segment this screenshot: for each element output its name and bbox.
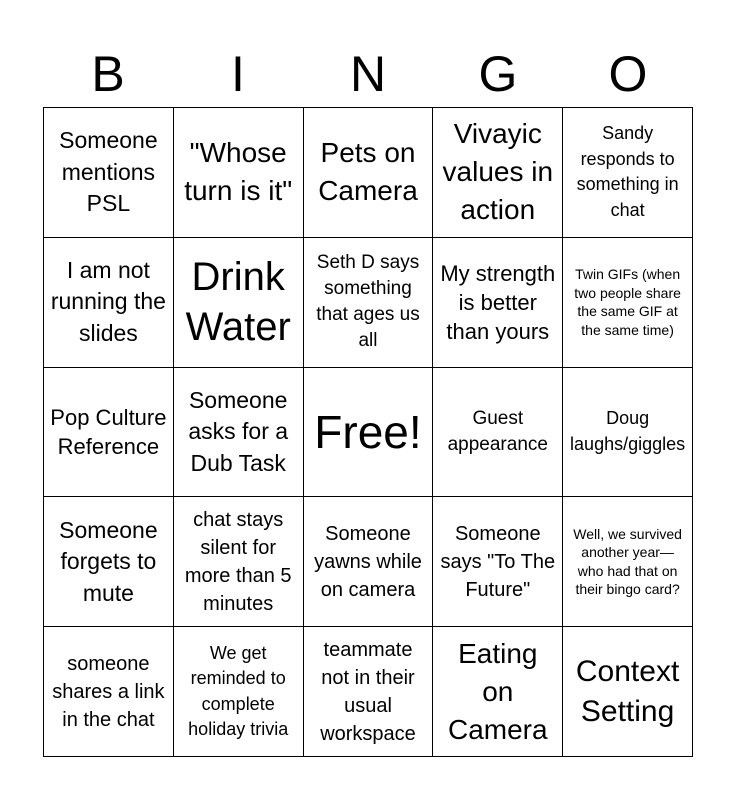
- header-letter-o: O: [608, 46, 648, 102]
- bingo-cell[interactable]: [563, 368, 693, 498]
- cell-text: Someone asks for a Dub Task: [188, 386, 289, 476]
- cell-text: Twin GIFs (when two people share the same GIF at the same time): [574, 266, 681, 338]
- bingo-header: [43, 40, 693, 108]
- bingo-cell[interactable]: [44, 368, 174, 498]
- cell-text: Context Setting: [575, 654, 680, 728]
- bingo-cell[interactable]: [433, 238, 563, 368]
- bingo-cell[interactable]: [563, 627, 693, 757]
- header-letter-n: N: [349, 46, 387, 102]
- bingo-cell[interactable]: [563, 497, 693, 627]
- cell-text: Drink Water: [185, 255, 291, 350]
- free-space-cell[interactable]: [304, 368, 434, 498]
- cell-text: Pop Culture Reference: [50, 404, 167, 459]
- bingo-board: [43, 107, 693, 757]
- cell-text: Someone forgets to mute: [59, 516, 158, 606]
- bingo-cell[interactable]: [433, 368, 563, 498]
- cell-text: Someone says "To The Future": [440, 522, 556, 601]
- bingo-cell[interactable]: [174, 368, 304, 498]
- cell-text: Seth D says something that ages us all: [316, 252, 420, 352]
- bingo-cell[interactable]: [433, 497, 563, 627]
- bingo-cell[interactable]: [304, 108, 434, 238]
- free-space-text: Free!: [314, 405, 422, 458]
- cell-text: Vivayic values in action: [442, 118, 554, 226]
- bingo-cell[interactable]: [174, 497, 304, 627]
- cell-text: Sandy responds to something in chat: [576, 123, 679, 220]
- header-letter-g: G: [478, 46, 518, 102]
- bingo-cell[interactable]: [304, 238, 434, 368]
- cell-text: teammate not in their usual workspace: [320, 638, 416, 745]
- cell-text: Someone mentions PSL: [59, 127, 158, 217]
- cell-text: Guest appearance: [447, 407, 548, 455]
- bingo-cell[interactable]: [44, 627, 174, 757]
- cell-text: We get reminded to complete holiday trivia: [188, 642, 289, 740]
- bingo-cell[interactable]: [433, 627, 563, 757]
- cell-text: "Whose turn is it": [184, 137, 293, 207]
- bingo-cell[interactable]: [44, 238, 174, 368]
- cell-text: Pets on Camera: [318, 137, 418, 207]
- cell-text: someone shares a link in the chat: [52, 652, 165, 731]
- cell-text: Doug laughs/giggles: [570, 408, 686, 454]
- cell-text: chat stays silent for more than 5 minutes: [184, 508, 292, 615]
- bingo-cell[interactable]: [304, 497, 434, 627]
- cell-text: Someone yawns while on camera: [314, 522, 422, 601]
- cell-text: My strength is better than yours: [440, 260, 556, 344]
- bingo-cell[interactable]: [304, 627, 434, 757]
- header-letter-b: B: [91, 46, 125, 102]
- bingo-cell[interactable]: [433, 108, 563, 238]
- bingo-cell[interactable]: [174, 627, 304, 757]
- cell-text: I am not running the slides: [50, 256, 166, 346]
- bingo-cell[interactable]: [44, 108, 174, 238]
- cell-text: Eating on Camera: [447, 637, 548, 745]
- bingo-cell[interactable]: [563, 108, 693, 238]
- cell-text: Well, we survived another year—who had that on their bingo card?: [573, 525, 682, 598]
- bingo-cell[interactable]: [563, 238, 693, 368]
- bingo-cell[interactable]: [174, 238, 304, 368]
- bingo-cell[interactable]: [174, 108, 304, 238]
- header-letter-i: I: [231, 46, 245, 102]
- bingo-cell[interactable]: [44, 497, 174, 627]
